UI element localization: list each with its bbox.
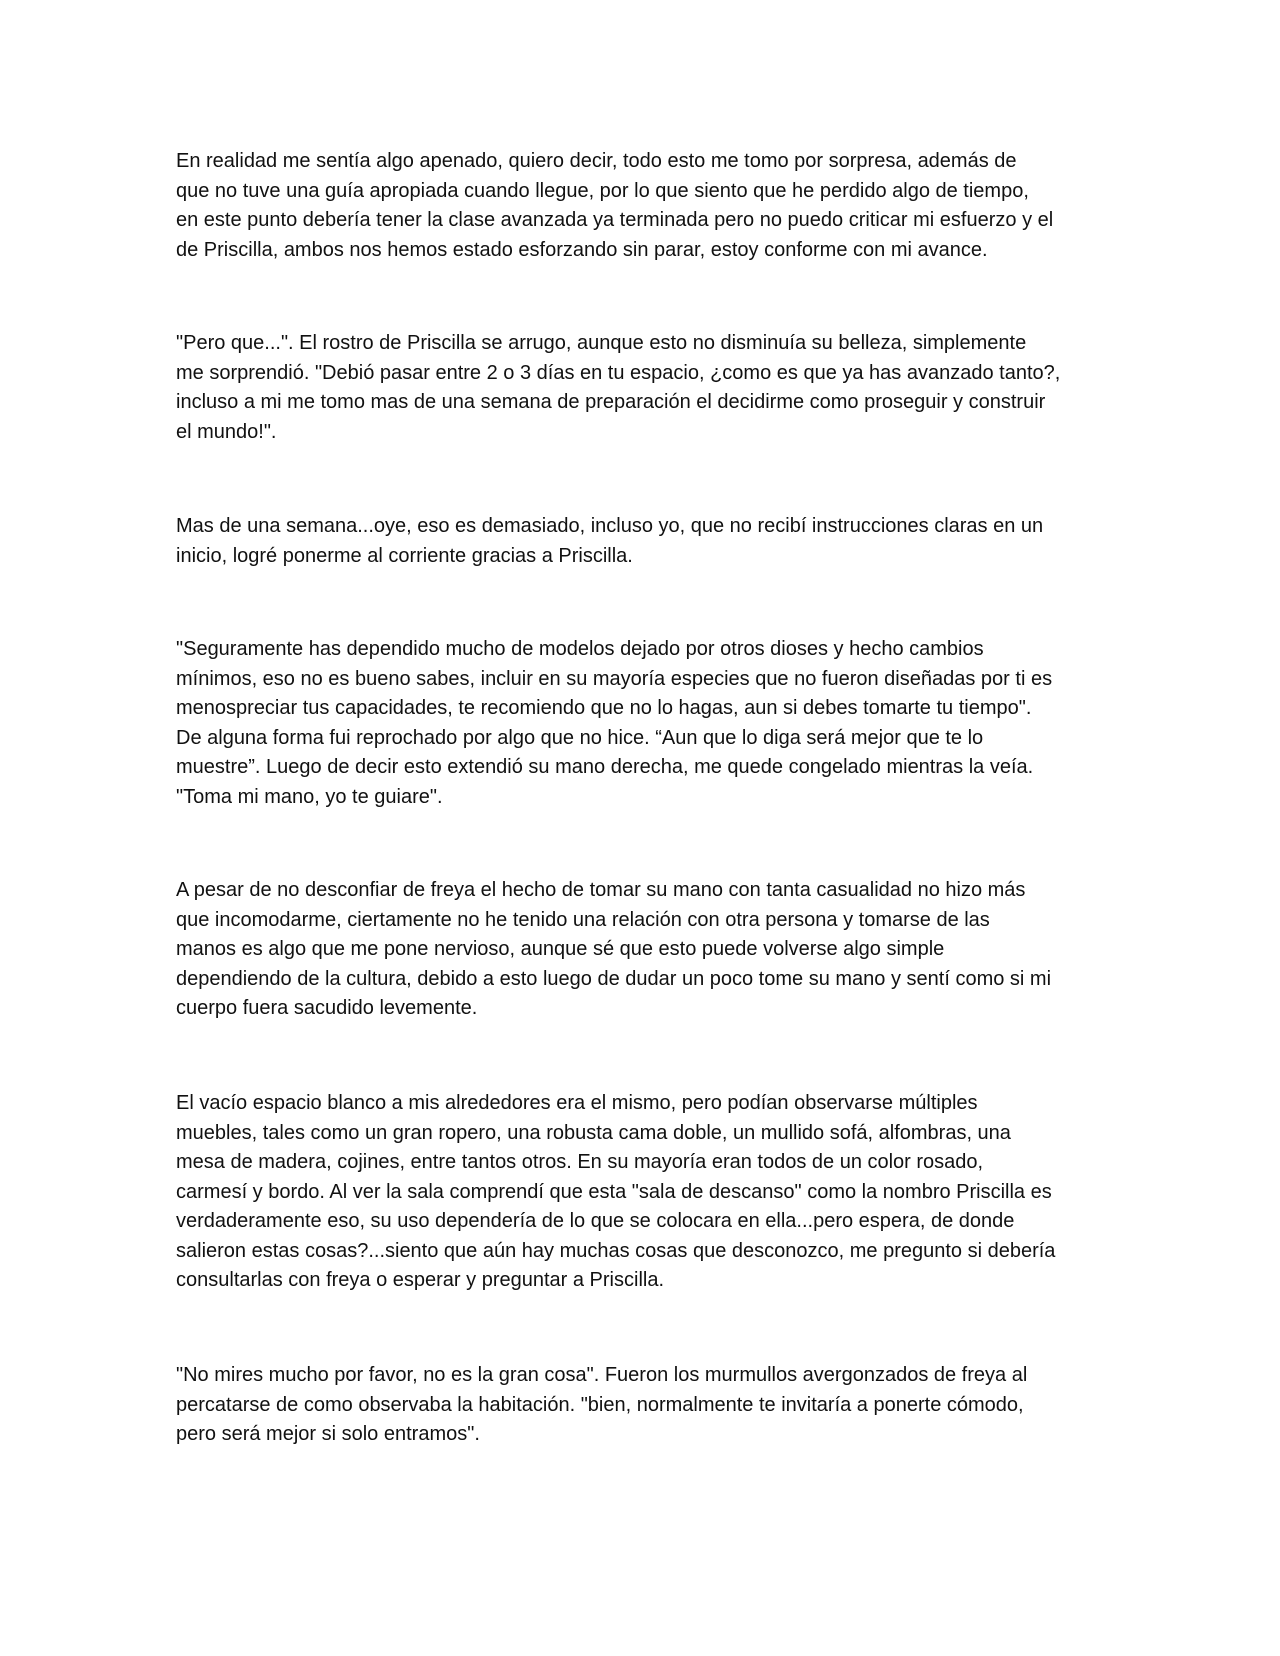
text-line: el mundo!". <box>176 420 277 443</box>
text-line: que no tuve una guía apropiada cuando llegue, por lo que siento que he perdido algo de tiempo, <box>176 179 1029 202</box>
paragraph <box>176 147 1116 265</box>
paragraph <box>176 1361 1116 1450</box>
text-line: incluso a mi me tomo mas de una semana de preparación el decidirme como proseguir y construir <box>176 391 1046 413</box>
text-line: percatarse de como observaba la habitación. "bien, normalmente te invitaría a ponerte cómodo, <box>176 1393 1024 1416</box>
paragraph <box>176 1089 1116 1296</box>
text-line: de Priscilla, ambos nos hemos estado esforzando sin parar, estoy conforme con mi avance. <box>176 238 988 261</box>
text-line: verdaderamente eso, su uso dependería de lo que se colocara en ella...pero espera, de donde <box>176 1210 1015 1232</box>
text-line: que incomodarme, ciertamente no he tenido una relación con otra persona y tomarse de las <box>176 908 990 931</box>
text-line: carmesí y bordo. Al ver la sala comprendí que esta "sala de descanso" como la nombro Priscilla es <box>176 1180 1052 1203</box>
text-line: consultarlas con freya o esperar y preguntar a Priscilla. <box>176 1269 665 1291</box>
text-line: Mas de una semana...oye, eso es demasiado, incluso yo, que no recibí instrucciones claras en un <box>176 515 1044 537</box>
text-line: "Pero que...". El rostro de Priscilla se arrugo, aunque esto no disminuía su belleza, simplemente <box>176 332 1027 354</box>
text-line: En realidad me sentía algo apenado, quiero decir, todo esto me tomo por sorpresa, además de <box>176 150 1017 172</box>
text-line: salieron estas cosas?...siento que aún hay muchas cosas que desconozco, me pregunto si debería <box>176 1239 1056 1262</box>
text-line: El vacío espacio blanco a mis alrededores era el mismo, pero podían observarse múltiples <box>176 1092 978 1114</box>
paragraph <box>176 512 1116 571</box>
text-line: mesa de madera, cojines, entre tantos otros. En su mayoría eran todos de un color rosado, <box>176 1151 984 1173</box>
text-line: inicio, logré ponerme al corriente gracias a Priscilla. <box>176 544 633 567</box>
text-line: dependiendo de la cultura, debido a esto luego de dudar un poco tome su mano y sentí como si mi <box>176 967 1052 990</box>
text-line: pero será mejor si solo entramos". <box>176 1423 480 1445</box>
paragraph <box>176 876 1116 1024</box>
text-line: mínimos, eso no es bueno sabes, incluir en su mayoría especies que no fueron diseñadas por ti es <box>176 667 1053 690</box>
text-line: "Seguramente has dependido mucho de modelos dejado por otros dioses y hecho cambios <box>176 638 984 660</box>
text-line: muebles, tales como un gran ropero, una robusta cama doble, un mullido sofá, alfombras, una <box>176 1121 1011 1144</box>
text-line: me sorprendió. "Debió pasar entre 2 o 3 días en tu espacio, ¿como es que ya has avanzado tanto?, <box>176 361 1061 384</box>
text-line: A pesar de no desconfiar de freya el hecho de tomar su mano con tanta casualidad no hizo más <box>176 879 1026 901</box>
text-line: muestre”. Luego de decir esto extendió su mano derecha, me quede congelado mientras la veía. <box>176 756 1034 778</box>
text-line: en este punto debería tener la clase avanzada ya terminada pero no puedo criticar mi esfuerzo y el <box>176 209 1054 231</box>
text-line: De alguna forma fui reprochado por algo que no hice. “Aun que lo diga será mejor que te lo <box>176 726 984 749</box>
text-line: manos es algo que me pone nervioso, aunque sé que esto puede volverse algo simple <box>176 938 945 960</box>
paragraph <box>176 329 1116 447</box>
text-line: "Toma mi mano, yo te guiare". <box>176 785 443 808</box>
text-line: menospreciar tus capacidades, te recomiendo que no lo hagas, aun si debes tomarte tu tiempo". <box>176 697 1032 719</box>
text-line: "No mires mucho por favor, no es la gran cosa". Fueron los murmullos avergonzados de freya al <box>176 1364 1028 1386</box>
paragraph <box>176 635 1116 812</box>
text-line: cuerpo fuera sacudido levemente. <box>176 997 478 1019</box>
